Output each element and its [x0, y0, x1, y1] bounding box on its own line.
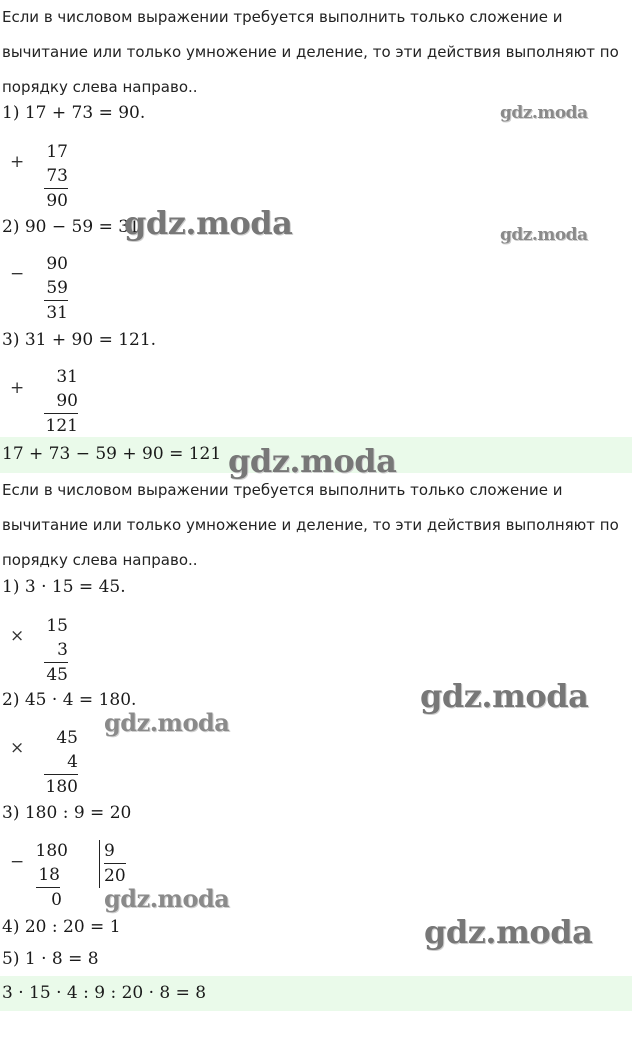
- column-addition-1: [44, 140, 68, 213]
- addend-2: 90: [44, 389, 78, 414]
- watermark-logo: gdz.moda: [500, 103, 588, 123]
- watermark-logo: gdz.moda: [500, 225, 588, 245]
- column-subtraction-1: [44, 252, 68, 325]
- factor-2: 3: [44, 638, 68, 663]
- step-1-equation: 1) 3 · 15 = 45.: [2, 577, 126, 597]
- answer-band-2: [0, 976, 632, 1011]
- final-answer-2: 3 · 15 · 4 : 9 : 20 · 8 = 8: [2, 983, 207, 1003]
- product: 45: [46, 665, 68, 685]
- factor-1: 15: [46, 616, 68, 636]
- column-multiplication-2: [44, 726, 78, 799]
- factor-2: 4: [44, 750, 78, 775]
- division-bar: [99, 840, 100, 888]
- sum: 90: [46, 191, 68, 211]
- times-sign: ×: [10, 738, 25, 758]
- difference: 31: [46, 303, 68, 323]
- step-3-equation: 3) 180 : 9 = 20: [2, 803, 132, 823]
- minuend: 90: [46, 254, 68, 274]
- quotient: 20: [104, 866, 126, 886]
- watermark-logo: gdz.moda: [228, 442, 397, 480]
- addend-1: 31: [56, 367, 78, 387]
- step-2-equation: 2) 45 · 4 = 180.: [2, 690, 137, 710]
- rule-paragraph-1: Если в числовом выражении требуется выполнить только сложение и вычитание или только умножение и деление, то эти действия выполняют по порядку слева направо..: [2, 8, 619, 96]
- step-4-equation: 4) 20 : 20 = 1: [2, 917, 121, 937]
- remainder: 0: [51, 890, 62, 910]
- times-sign: ×: [10, 626, 25, 646]
- addend-1: 17: [46, 142, 68, 162]
- step-1-equation: 1) 17 + 73 = 90.: [2, 103, 146, 123]
- watermark-logo: gdz.moda: [104, 708, 230, 737]
- long-division-left: [34, 839, 68, 912]
- sum: 121: [45, 416, 78, 436]
- rule-paragraph-2: Если в числовом выражении требуется выполнить только сложение и вычитание или только умножение и деление, то эти действия выполняют по порядку слева направо..: [2, 481, 619, 569]
- final-answer-1: 17 + 73 − 59 + 90 = 121: [2, 444, 222, 464]
- minus-sign: −: [10, 264, 25, 284]
- subtrahend: 59: [44, 276, 68, 301]
- divisor: 9: [104, 839, 126, 864]
- step-2-equation: 2) 90 − 59 = 31.: [2, 217, 146, 237]
- plus-sign: +: [10, 152, 25, 172]
- product: 180: [45, 777, 78, 797]
- watermark-logo: gdz.moda: [424, 913, 593, 951]
- dividend: 180: [35, 841, 68, 861]
- watermark-logo: gdz.moda: [420, 677, 589, 715]
- step-5-equation: 5) 1 · 8 = 8: [2, 949, 99, 969]
- column-addition-2: [44, 365, 78, 438]
- watermark-logo: gdz.moda: [104, 884, 230, 913]
- minus-sign: −: [10, 852, 25, 872]
- long-division-right: [104, 839, 128, 888]
- addend-2: 73: [44, 164, 68, 189]
- plus-sign: +: [10, 378, 25, 398]
- step-3-equation: 3) 31 + 90 = 121.: [2, 330, 157, 350]
- watermark-logo: gdz.moda: [124, 204, 293, 242]
- factor-1: 45: [56, 728, 78, 748]
- column-multiplication-1: [44, 614, 68, 687]
- partial-subtrahend: 18: [36, 863, 60, 888]
